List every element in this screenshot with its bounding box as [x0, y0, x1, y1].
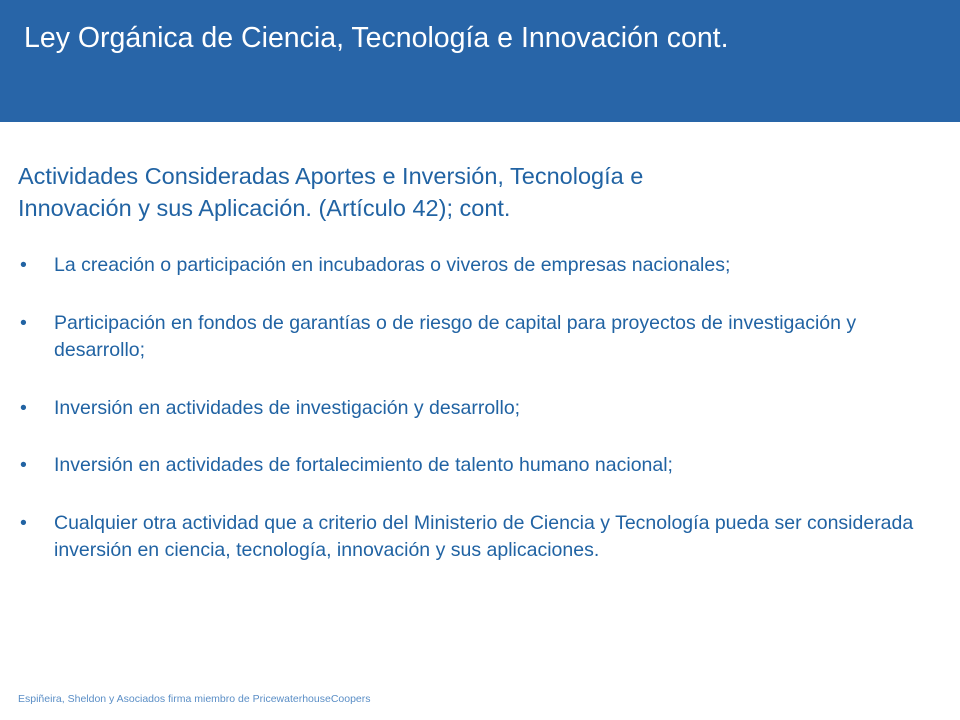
- bullet-item: [18, 310, 948, 365]
- bullet-text: La creación o participación en incubadoras o viveros de empresas nacionales;: [54, 254, 731, 276]
- bullet-list: [18, 252, 948, 565]
- title-banner: [0, 0, 960, 122]
- bullet-item: [18, 395, 948, 423]
- slide-title: Ley Orgánica de Ciencia, Tecnología e Innovación cont.: [24, 22, 729, 54]
- bullet-item: [18, 452, 948, 480]
- footer-credit: Espiñeira, Sheldon y Asociados firma miembro de PricewaterhouseCoopers: [18, 693, 371, 705]
- bullet-marker: •: [20, 311, 27, 334]
- bullet-marker: •: [20, 511, 27, 534]
- bullet-marker: •: [20, 254, 27, 276]
- section-heading-line-1: Actividades Consideradas Aportes e Inversión, Tecnología e: [18, 163, 644, 189]
- section-heading-line-2: Innovación y sus Aplicación. (Artículo 42); cont.: [18, 195, 511, 221]
- bullet-text: Cualquier otra actividad que a criterio del Ministerio de Ciencia y Tecnología pueda ser considerada inversión en ciencia, tecnología, innovación y sus aplicaciones.: [54, 511, 914, 561]
- bullet-item: [18, 252, 948, 280]
- bullet-marker: •: [20, 396, 27, 419]
- bullet-text: Participación en fondos de garantías o de riesgo de capital para proyectos de investigación y desarrollo;: [54, 311, 857, 361]
- bullet-marker: •: [20, 454, 27, 476]
- section-heading: [18, 160, 948, 224]
- bullet-text: Inversión en actividades de investigación y desarrollo;: [54, 396, 521, 419]
- slide-content: [18, 160, 948, 565]
- bullet-item: [18, 510, 948, 565]
- bullet-text: Inversión en actividades de fortalecimiento de talento humano nacional;: [54, 454, 673, 476]
